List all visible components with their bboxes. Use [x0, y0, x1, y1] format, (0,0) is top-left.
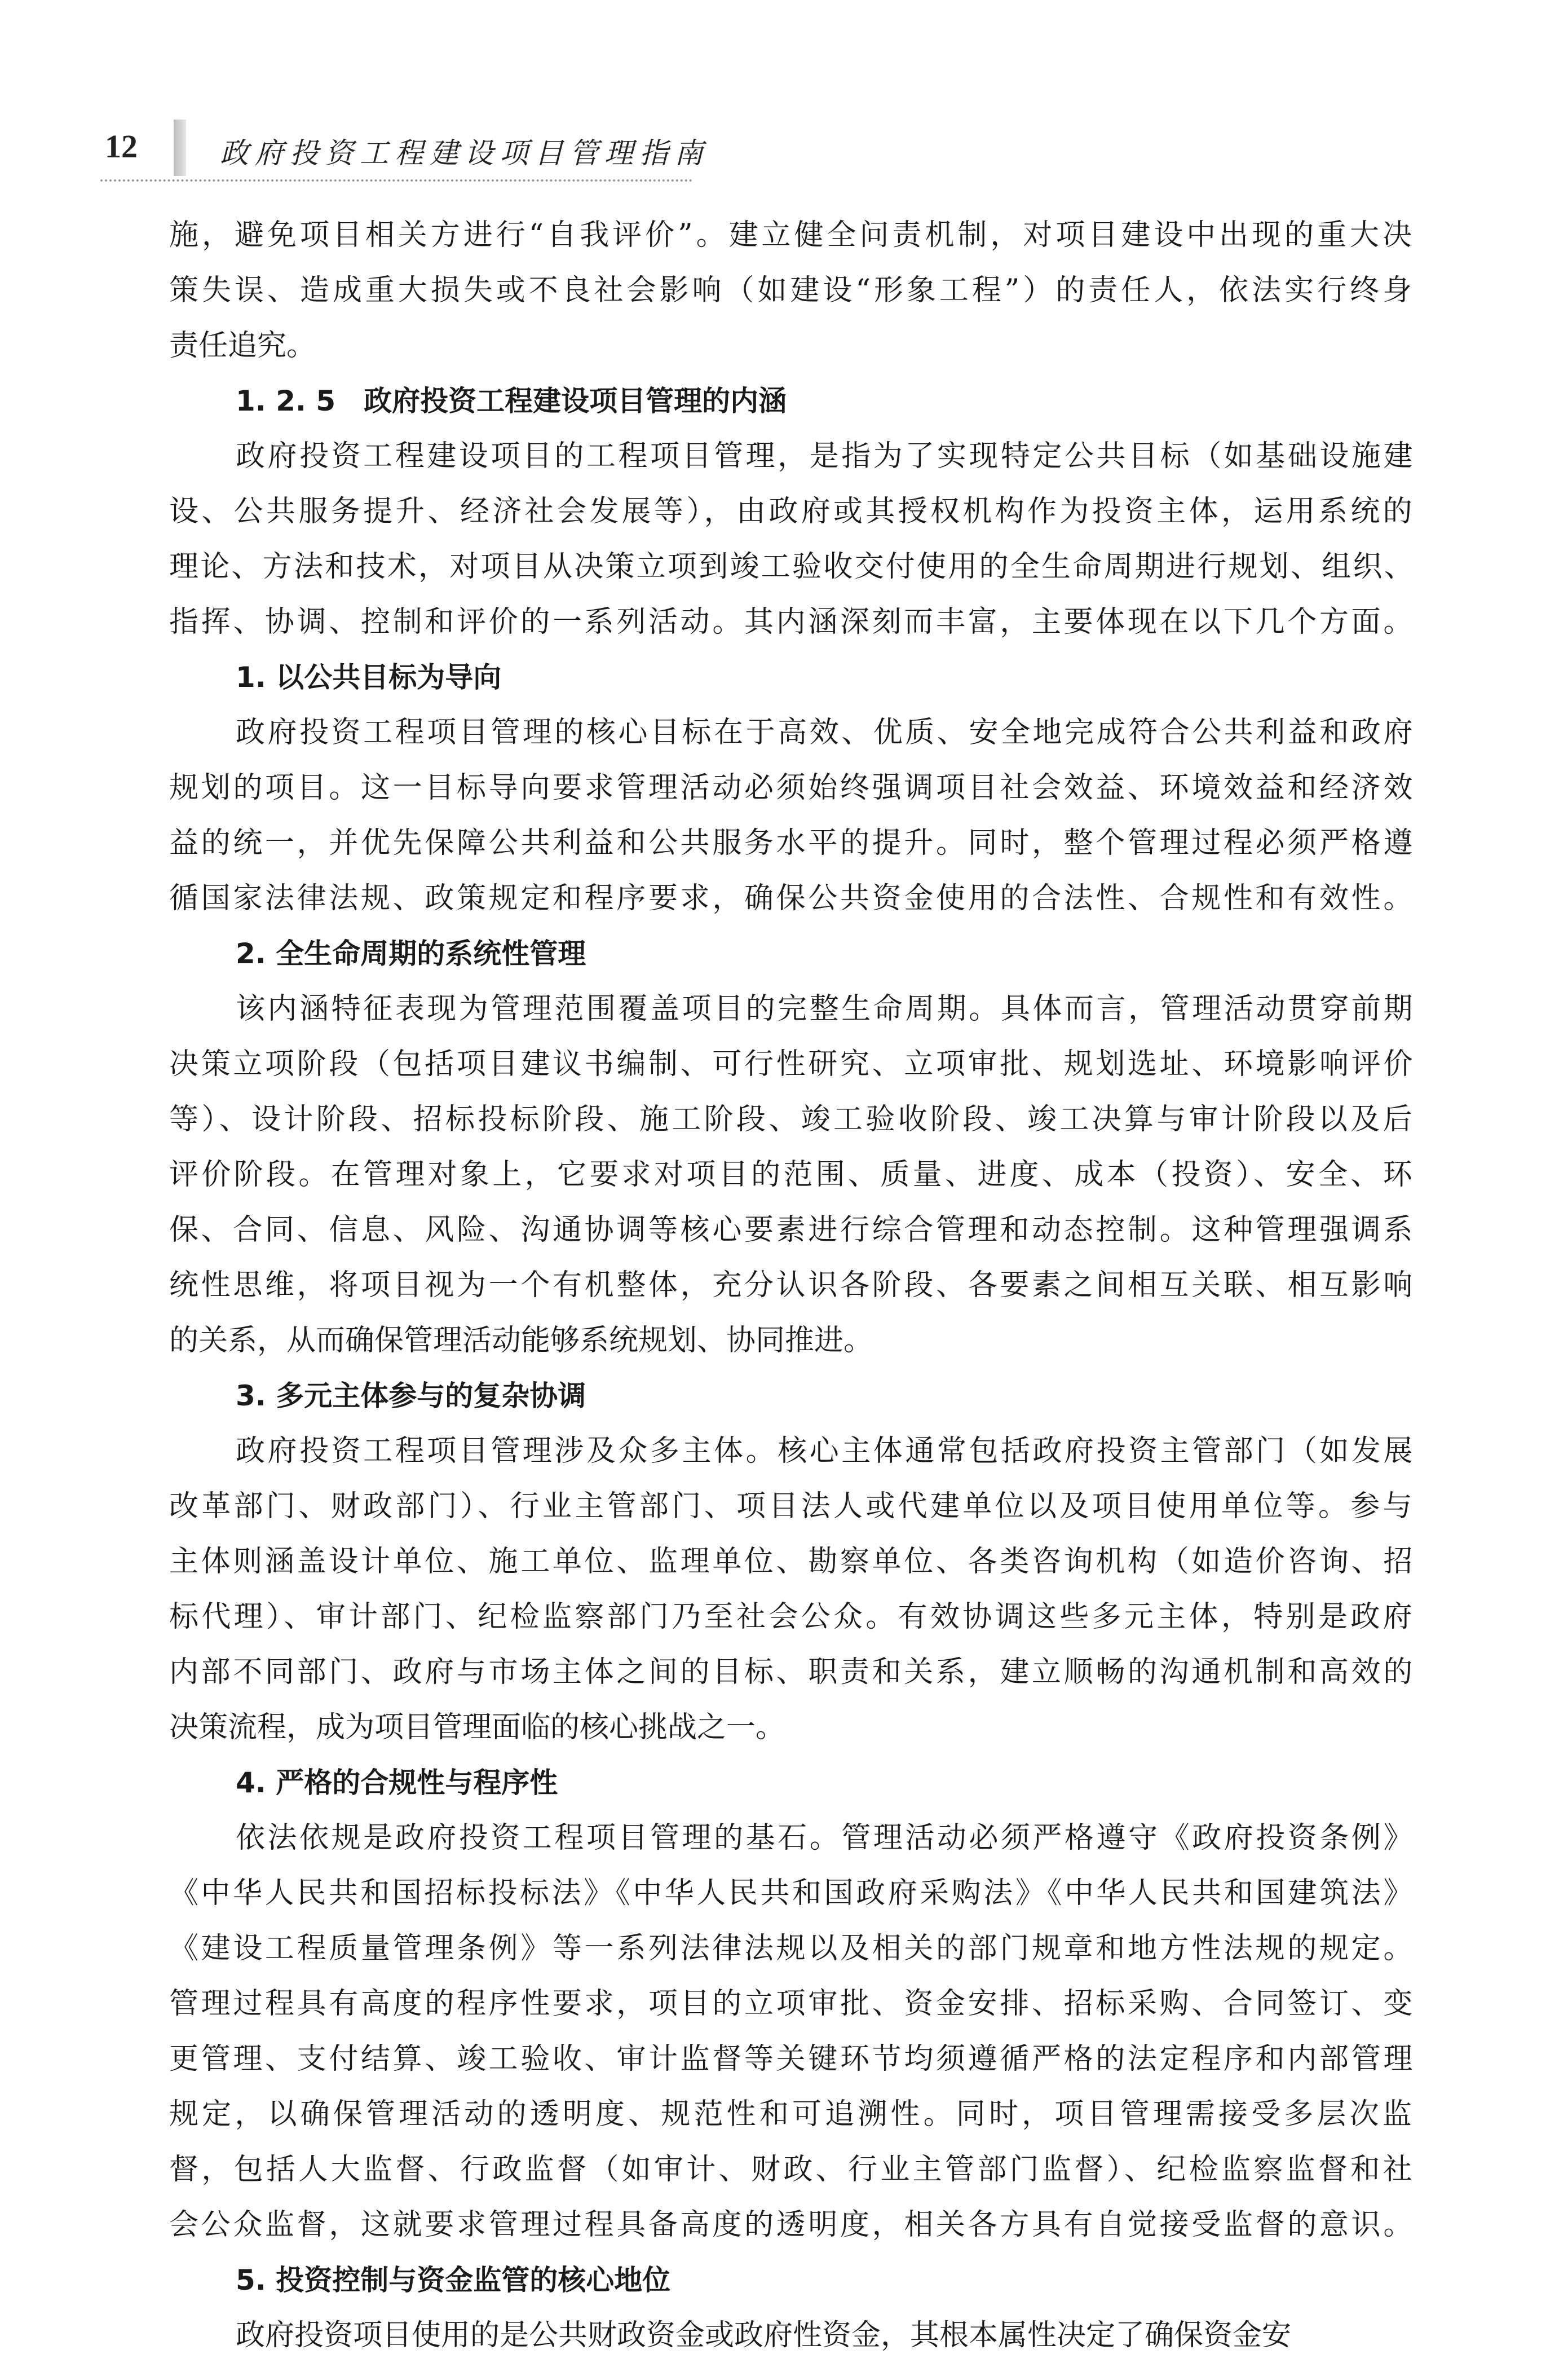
header-dotted-rule: [100, 179, 692, 182]
header-divider-bar: [174, 120, 186, 176]
text-line: 指挥、协调、控制和评价的一系列活动。其内涵深刻而丰富，主要体现在以下几个方面。: [169, 605, 1415, 639]
text-line: 会公众监督，这就要求管理过程具备高度的透明度，相关各方具有自觉接受监督的意识。: [169, 2208, 1415, 2242]
text-line: 施，避免项目相关方进行“自我评价”。建立健全问责机制，对项目建设中出现的重大决: [169, 218, 1415, 252]
text-line: 统性思维，将项目视为一个有机整体，充分认识各阶段、各要素之间相互关联、相互影响: [169, 1268, 1415, 1302]
section-heading: 1. 2. 5 政府投资工程建设项目管理的内涵: [236, 385, 787, 417]
text-line: 循国家法律法规、政策规定和程序要求，确保公共资金使用的合法性、合规性和有效性。: [169, 881, 1415, 915]
text-line: 理论、方法和技术，对项目从决策立项到竣工验收交付使用的全生命周期进行规划、组织、: [169, 550, 1415, 584]
section-heading: 3. 多元主体参与的复杂协调: [236, 1379, 586, 1412]
text-line: 改革部门、财政部门）、行业主管部门、项目法人或代建单位以及项目使用单位等。参与: [169, 1489, 1415, 1523]
text-line: 主体则涵盖设计单位、施工单位、监理单位、勘察单位、各类咨询机构（如造价咨询、招: [169, 1545, 1415, 1579]
text-line: 评价阶段。在管理对象上，它要求对项目的范围、质量、进度、成本（投资）、安全、环: [169, 1158, 1415, 1192]
text-line: 标代理）、审计部门、纪检监察部门乃至社会公众。有效协调这些多元主体，特别是政府: [169, 1600, 1415, 1634]
text-line: 保、合同、信息、风险、沟通协调等核心要素进行综合管理和动态控制。这种管理强调系: [169, 1213, 1415, 1247]
text-line: 《建设工程质量管理条例》等一系列法律法规以及相关的部门规章和地方性法规的规定。: [169, 1932, 1415, 1965]
section-heading: 1. 以公共目标为导向: [236, 661, 502, 694]
text-line: 管理过程具有高度的程序性要求，项目的立项审批、资金安排、招标采购、合同签订、变: [169, 1987, 1415, 2021]
text-line: 设、公共服务提升、经济社会发展等），由政府或其授权机构作为投资主体，运用系统的: [169, 495, 1415, 528]
text-line: 内部不同部门、政府与市场主体之间的目标、职责和关系，建立顺畅的沟通机制和高效的: [169, 1655, 1415, 1689]
text-line: 《中华人民共和国招标投标法》《中华人民共和国政府采购法》《中华人民共和国建筑法》: [169, 1876, 1415, 1910]
section-heading: 5. 投资控制与资金监管的核心地位: [236, 2264, 671, 2296]
text-line: 策失误、造成重大损失或不良社会影响（如建设“形象工程”）的责任人，依法实行终身: [169, 274, 1415, 307]
text-line: 益的统一，并优先保障公共利益和公共服务水平的提升。同时，整个管理过程必须严格遵: [169, 826, 1415, 860]
text-line: 决策立项阶段（包括项目建议书编制、可行性研究、立项审批、规划选址、环境影响评价: [169, 1047, 1415, 1081]
text-line: 决策流程，成为项目管理面临的核心挑战之一。: [169, 1710, 785, 1744]
section-heading: 4. 严格的合规性与程序性: [236, 1766, 558, 1799]
text-line: 政府投资工程项目管理涉及众多主体。核心主体通常包括政府投资主管部门（如发展: [236, 1434, 1415, 1468]
page-number: 12: [105, 128, 138, 165]
text-line: 依法依规是政府投资工程项目管理的基石。管理活动必须严格遵守《政府投资条例》: [236, 1821, 1415, 1855]
running-title: 政府投资工程建设项目管理指南: [220, 137, 710, 170]
text-line: 的关系，从而确保管理活动能够系统规划、协同推进。: [169, 1324, 873, 1357]
text-line: 政府投资工程项目管理的核心目标在于高效、优质、安全地完成符合公共利益和政府: [236, 716, 1415, 750]
text-line: 责任追究。: [169, 329, 316, 363]
text-line: 政府投资工程建设项目的工程项目管理，是指为了实现特定公共目标（如基础设施建: [236, 439, 1415, 473]
text-line: 政府投资项目使用的是公共财政资金或政府性资金，其根本属性决定了确保资金安: [236, 2318, 1292, 2352]
section-heading: 2. 全生命周期的系统性管理: [236, 937, 586, 970]
page-body: [169, 208, 1415, 2363]
text-line: 等）、设计阶段、招标投标阶段、施工阶段、竣工验收阶段、竣工决算与审计阶段以及后: [169, 1103, 1415, 1136]
text-line: 督，包括人大监督、行政监督（如审计、财政、行业主管部门监督）、纪检监察监督和社: [169, 2153, 1415, 2186]
text-line: 规定，以确保管理活动的透明度、规范性和可追溯性。同时，项目管理需接受多层次监: [169, 2097, 1415, 2131]
text-line: 更管理、支付结算、竣工验收、审计监督等关键环节均须遵循严格的法定程序和内部管理: [169, 2042, 1415, 2076]
text-line: 该内涵特征表现为管理范围覆盖项目的完整生命周期。具体而言，管理活动贯穿前期: [236, 992, 1415, 1026]
page-header: [100, 120, 710, 183]
text-line: 规划的项目。这一目标导向要求管理活动必须始终强调项目社会效益、环境效益和经济效: [169, 771, 1415, 805]
